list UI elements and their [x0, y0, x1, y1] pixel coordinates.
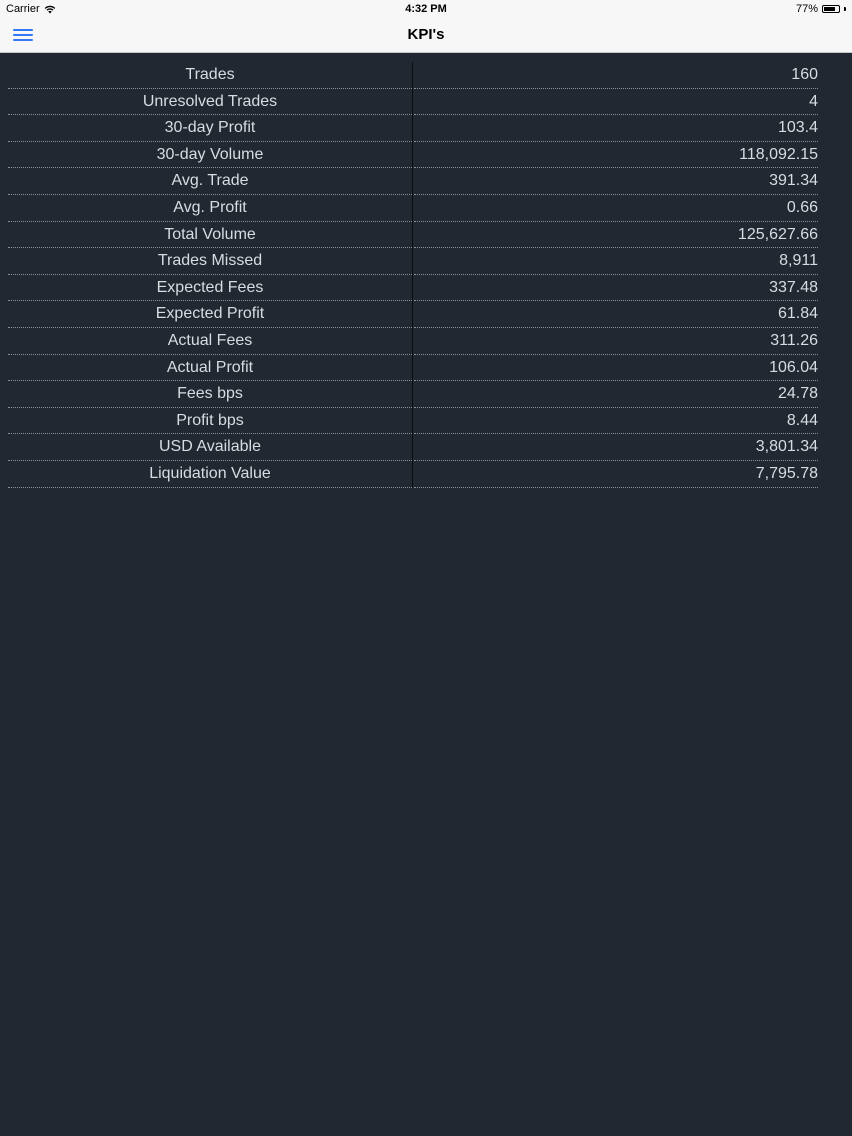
kpi-row [8, 301, 818, 328]
kpi-label: Actual Profit [8, 355, 412, 382]
kpi-row [8, 89, 818, 116]
kpi-value: 103.4 [414, 115, 818, 142]
kpi-label: Total Volume [8, 222, 412, 249]
kpi-row [8, 222, 818, 249]
kpi-label: Trades [8, 62, 412, 89]
kpi-label: USD Available [8, 434, 412, 461]
kpi-value: 311.26 [414, 328, 818, 355]
kpi-label: 30-day Volume [8, 142, 412, 169]
navigation-bar [0, 18, 852, 53]
kpi-value: 0.66 [414, 195, 818, 222]
kpi-label: Expected Fees [8, 275, 412, 302]
carrier-label: Carrier [6, 3, 40, 15]
kpi-row [8, 275, 818, 302]
kpi-label: Expected Profit [8, 301, 412, 328]
kpi-value: 391.34 [414, 168, 818, 195]
status-time: 4:32 PM [405, 3, 447, 15]
kpi-value: 160 [414, 62, 818, 89]
kpi-row [8, 248, 818, 275]
kpi-value: 7,795.78 [414, 461, 818, 488]
kpi-label: 30-day Profit [8, 115, 412, 142]
kpi-value: 125,627.66 [414, 222, 818, 249]
battery-level [824, 7, 835, 11]
kpi-label: Avg. Trade [8, 168, 412, 195]
kpi-row [8, 115, 818, 142]
battery-icon [822, 5, 840, 13]
kpi-label: Fees bps [8, 381, 412, 408]
kpi-label: Liquidation Value [8, 461, 412, 488]
kpi-label: Profit bps [8, 408, 412, 435]
kpi-table [8, 62, 818, 488]
kpi-value: 118,092.15 [414, 142, 818, 169]
kpi-value: 8.44 [414, 408, 818, 435]
kpi-row [8, 408, 818, 435]
kpi-row [8, 381, 818, 408]
kpi-value: 106.04 [414, 355, 818, 382]
battery-percent: 77% [795, 3, 818, 15]
kpi-value: 8,911 [414, 248, 818, 275]
kpi-row [8, 142, 818, 169]
kpi-value: 337.48 [414, 275, 818, 302]
kpi-label: Trades Missed [8, 248, 412, 275]
kpi-label: Unresolved Trades [8, 89, 412, 116]
kpi-row [8, 195, 818, 222]
kpi-label: Avg. Profit [8, 195, 412, 222]
kpi-row [8, 355, 818, 382]
kpi-row [8, 168, 818, 195]
kpi-value: 3,801.34 [414, 434, 818, 461]
kpi-label: Actual Fees [8, 328, 412, 355]
status-bar [0, 0, 852, 18]
battery-tip [844, 7, 846, 11]
kpi-row [8, 461, 818, 488]
kpi-row [8, 62, 818, 89]
page-title: KPI's [407, 26, 445, 43]
kpi-value: 24.78 [414, 381, 818, 408]
kpi-value: 61.84 [414, 301, 818, 328]
kpi-value: 4 [414, 89, 818, 116]
status-battery [796, 3, 846, 15]
kpi-row [8, 328, 818, 355]
kpi-row [8, 434, 818, 461]
